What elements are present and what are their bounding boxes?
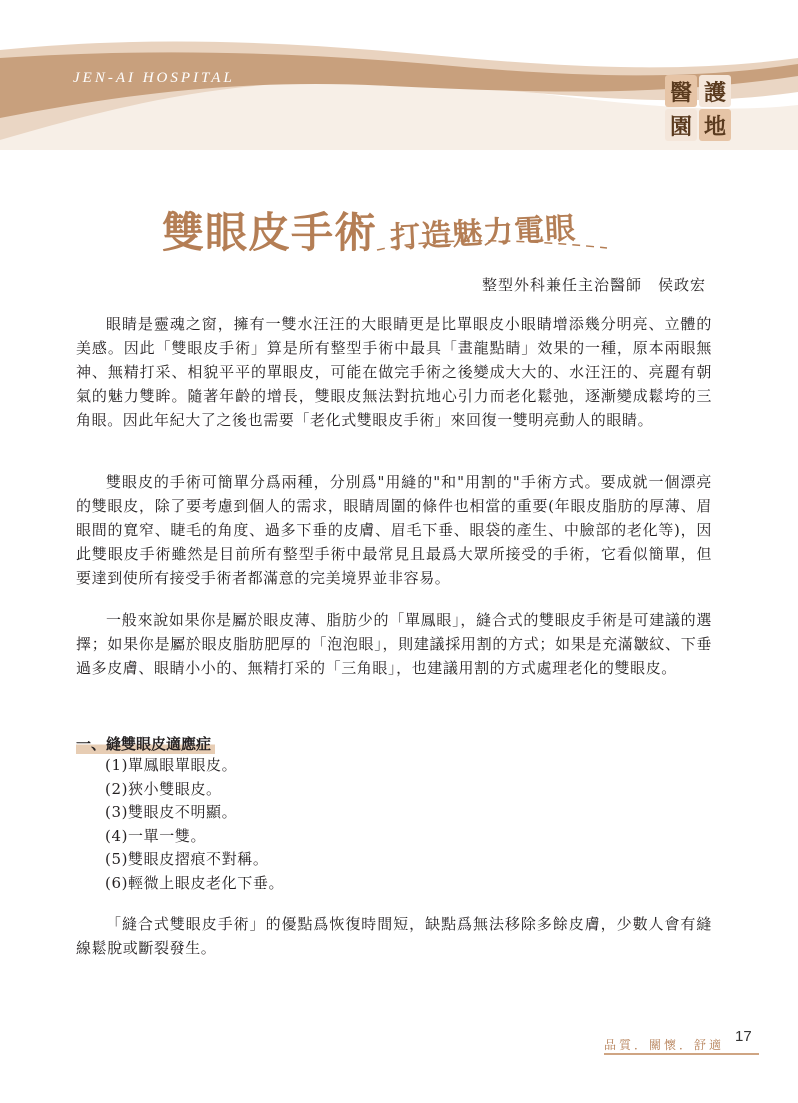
article-title: 雙眼皮手術	[162, 208, 378, 257]
hospital-name: JEN-AI HOSPITAL	[73, 70, 235, 86]
footer-slogan: 品質．關懷．舒適	[604, 1038, 725, 1052]
subtitle-dashed-underline	[372, 228, 612, 258]
paragraph-text: 眼睛是靈魂之窗，擁有一雙水汪汪的大眼睛更是比單眼皮小眼睛增添幾分明亮、立體的美感。因此「雙眼皮手術」算是所有整型手術中最具「畫龍點睛」效果的一種，原本兩眼無神、無精打采、相貌平平的單眼皮，可能在做完手術之後變成大大的、水汪汪的、亮麗有朝氣的魅力雙眸。隨著年齡的增長，雙眼皮無法對抗地心引力而老化鬆弛，逐漸變成鬆垮的三角眼。因此年紀大了之後也需要「老化式雙眼皮手術」來回復一雙明亮動人的眼睛。	[76, 315, 712, 429]
badge-char: 醫	[665, 75, 697, 107]
indications-list	[105, 754, 284, 895]
paragraph	[76, 608, 712, 680]
list-item: (2)狹小雙眼皮。	[105, 779, 222, 798]
article-subtitle: 打造魅力電眼	[389, 211, 577, 256]
list-item: (3)雙眼皮不明顯。	[105, 803, 238, 821]
footer-rule	[604, 1053, 759, 1055]
list-item: (4)一單一雙。	[105, 826, 207, 845]
page-number: 17	[735, 1028, 752, 1045]
section-heading: 一、縫雙眼皮適應症	[76, 733, 215, 754]
paragraph	[76, 912, 712, 960]
paragraph-text: 一般來說如果你是屬於眼皮薄、脂肪少的「單鳳眼」，縫合式的雙眼皮手術是可建議的選擇；如果你是屬於眼皮脂肪肥厚的「泡泡眼」，則建議採用割的方式；如果是充滿皺紋、下垂過多皮膚、眼睛小小的、無精打采的「三角眼」，也建議用割的方式處理老化的雙眼皮。	[76, 611, 712, 677]
list-item: (1)單鳳眼單眼皮。	[105, 756, 238, 774]
badge-char: 地	[699, 109, 731, 141]
badge-char: 園	[665, 109, 697, 141]
section-badge	[665, 75, 733, 143]
list-item: (6)輕微上眼皮老化下垂。	[105, 873, 285, 892]
paragraph	[76, 312, 712, 432]
badge-char: 護	[699, 75, 731, 107]
list-item: (5)雙眼皮摺痕不對稱。	[105, 850, 269, 868]
paragraph	[76, 470, 712, 590]
paragraph-text: 「縫合式雙眼皮手術」的優點爲恢復時間短，缺點爲無法移除多餘皮膚，少數人會有縫線鬆脫或斷裂發生。	[76, 915, 712, 957]
paragraph-text: 雙眼皮的手術可簡單分爲兩種，分別爲"用縫的"和"用割的"手術方式。要成就一個漂亮的雙眼皮，除了要考慮到個人的需求，眼睛周圍的條件也相當的重要(年眼皮脂肪的厚薄、眉眼間的寬窄、睫毛的角度、過多下垂的皮膚、眉毛下垂、眼袋的產生、中臉部的老化等)，因此雙眼皮手術雖然是目前所有整型手術中最常見且最爲大眾所接受的手術，它看似簡單，但要達到使所有接受手術者都滿意的完美境界並非容易。	[76, 473, 712, 587]
author-byline: 整型外科兼任主治醫師 侯政宏	[481, 276, 706, 294]
